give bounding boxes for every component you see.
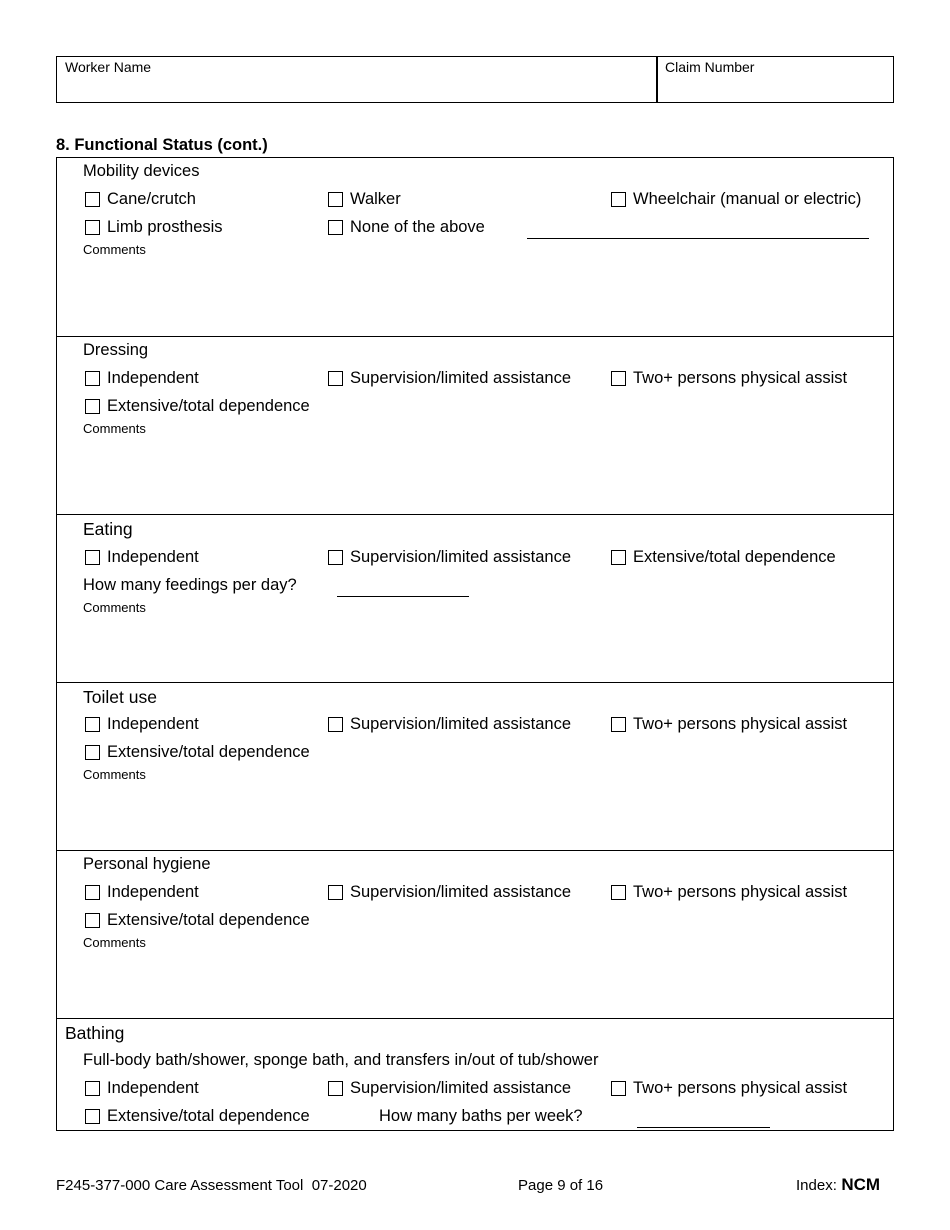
toilet-two-persons-checkbox[interactable] <box>611 717 626 732</box>
row-divider <box>56 336 894 337</box>
toilet-extensive-label: Extensive/total dependence <box>107 743 310 761</box>
eating-extensive-checkbox[interactable] <box>611 550 626 565</box>
dressing-extensive-checkbox[interactable] <box>85 399 100 414</box>
bathing-independent-label: Independent <box>107 1079 199 1097</box>
dressing-supervision-checkbox[interactable] <box>328 371 343 386</box>
bathing-extensive-checkbox[interactable] <box>85 1109 100 1124</box>
hygiene-independent-label: Independent <box>107 883 199 901</box>
mobility-wheelchair-label: Wheelchair (manual or electric) <box>633 190 862 208</box>
hygiene-supervision-label: Supervision/limited assistance <box>350 883 572 901</box>
dressing-two-persons-label: Two+ persons physical assist <box>633 369 848 387</box>
mobility-none-label: None of the above <box>350 218 485 236</box>
dressing-comments-field[interactable] <box>83 440 883 508</box>
bathing-supervision-checkbox[interactable] <box>328 1081 343 1096</box>
hygiene-extensive-checkbox[interactable] <box>85 913 100 928</box>
claim-number-label: Claim Number <box>665 59 755 75</box>
mobility-cane-checkbox[interactable] <box>85 192 100 207</box>
eating-supervision-checkbox[interactable] <box>328 550 343 565</box>
footer-form-id: F245-377-000 Care Assessment Tool 07-2020 <box>56 1177 367 1194</box>
mobility-title: Mobility devices <box>83 162 200 180</box>
row-divider <box>56 1018 894 1019</box>
bathing-two-persons-label: Two+ persons physical assist <box>633 1079 848 1097</box>
toilet-supervision-label: Supervision/limited assistance <box>350 715 572 733</box>
row-divider <box>56 682 894 683</box>
dressing-two-persons-checkbox[interactable] <box>611 371 626 386</box>
bathing-independent-checkbox[interactable] <box>85 1081 100 1096</box>
hygiene-extensive-label: Extensive/total dependence <box>107 911 310 929</box>
bathing-title: Bathing <box>65 1023 125 1043</box>
bathing-supervision-label: Supervision/limited assistance <box>350 1079 572 1097</box>
bathing-extensive-label: Extensive/total dependence <box>107 1107 310 1125</box>
eating-extensive-label: Extensive/total dependence <box>633 548 836 566</box>
eating-comments-label: Comments <box>83 600 146 615</box>
toilet-title: Toilet use <box>83 687 157 707</box>
worker-name-label: Worker Name <box>65 59 152 75</box>
hygiene-comments-label: Comments <box>83 935 146 950</box>
claim-number-field[interactable] <box>656 56 894 103</box>
bathing-two-persons-checkbox[interactable] <box>611 1081 626 1096</box>
footer-index-label: Index: <box>796 1177 837 1194</box>
dressing-independent-checkbox[interactable] <box>85 371 100 386</box>
mobility-prosthesis-label: Limb prosthesis <box>107 218 223 236</box>
toilet-extensive-checkbox[interactable] <box>85 745 100 760</box>
eating-comments-field[interactable] <box>83 618 883 676</box>
hygiene-independent-checkbox[interactable] <box>85 885 100 900</box>
mobility-comments-label: Comments <box>83 242 146 257</box>
footer-page-number: Page 9 of 16 <box>518 1177 604 1194</box>
mobility-walker-checkbox[interactable] <box>328 192 343 207</box>
hygiene-two-persons-checkbox[interactable] <box>611 885 626 900</box>
toilet-comments-field[interactable] <box>83 786 883 844</box>
dressing-independent-label: Independent <box>107 369 199 387</box>
toilet-independent-checkbox[interactable] <box>85 717 100 732</box>
dressing-supervision-label: Supervision/limited assistance <box>350 369 572 387</box>
hygiene-supervision-checkbox[interactable] <box>328 885 343 900</box>
worker-name-field[interactable] <box>56 56 658 103</box>
dressing-title: Dressing <box>83 341 149 359</box>
eating-feedings-input[interactable] <box>337 596 469 597</box>
mobility-other-line[interactable] <box>527 238 869 239</box>
eating-title: Eating <box>83 519 133 539</box>
row-divider <box>56 514 894 515</box>
hygiene-comments-field[interactable] <box>83 954 883 1012</box>
row-divider <box>56 850 894 851</box>
hygiene-two-persons-label: Two+ persons physical assist <box>633 883 848 901</box>
mobility-cane-label: Cane/crutch <box>107 190 196 208</box>
bathing-description: Full-body bath/shower, sponge bath, and transfers in/out of tub/shower <box>83 1051 599 1069</box>
eating-independent-checkbox[interactable] <box>85 550 100 565</box>
hygiene-title: Personal hygiene <box>83 855 211 873</box>
mobility-none-checkbox[interactable] <box>328 220 343 235</box>
footer-index-value: NCM <box>841 1175 881 1194</box>
toilet-independent-label: Independent <box>107 715 199 733</box>
eating-supervision-label: Supervision/limited assistance <box>350 548 572 566</box>
section-title: 8. Functional Status (cont.) <box>56 136 268 154</box>
bathing-baths-input[interactable] <box>637 1127 770 1128</box>
mobility-wheelchair-checkbox[interactable] <box>611 192 626 207</box>
mobility-prosthesis-checkbox[interactable] <box>85 220 100 235</box>
bathing-baths-label: How many baths per week? <box>379 1107 583 1125</box>
eating-independent-label: Independent <box>107 548 199 566</box>
dressing-comments-label: Comments <box>83 421 146 436</box>
toilet-two-persons-label: Two+ persons physical assist <box>633 715 848 733</box>
toilet-supervision-checkbox[interactable] <box>328 717 343 732</box>
footer-index <box>796 1175 880 1195</box>
mobility-comments-field[interactable] <box>83 260 883 330</box>
eating-feedings-label: How many feedings per day? <box>83 576 297 594</box>
dressing-extensive-label: Extensive/total dependence <box>107 397 310 415</box>
mobility-walker-label: Walker <box>350 190 401 208</box>
toilet-comments-label: Comments <box>83 767 146 782</box>
